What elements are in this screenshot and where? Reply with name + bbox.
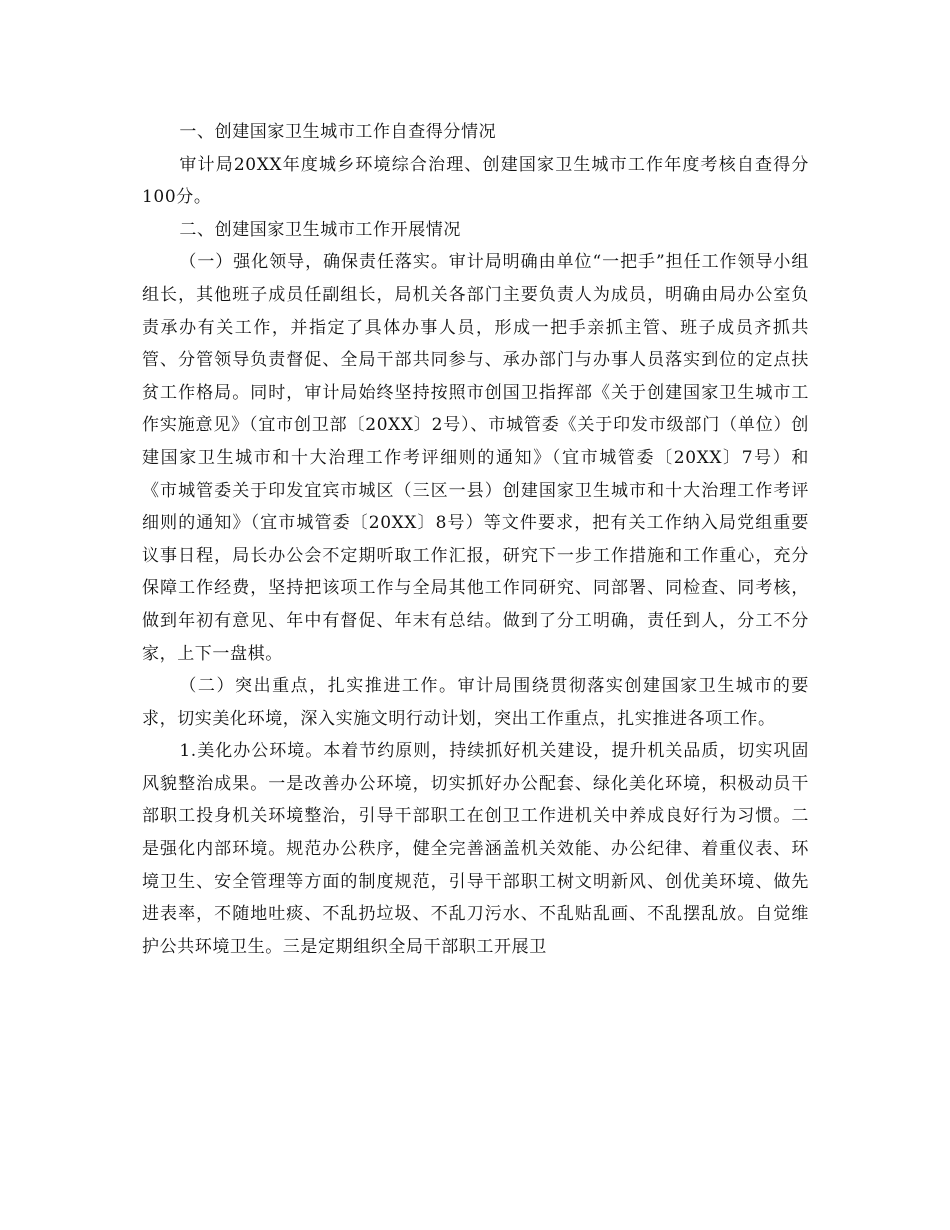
paragraph-office-environment: 1.美化办公环境。本着节约原则，持续抓好机关建设，提升机关品质，切实巩固风貌整治成果。一是改善办公环境，切实抓好办公配套、绿化美化环境，积极动员干部职工投身机关环境整治，引导干部职工在创卫工作进机关中养成良好行为习惯。二是强化内部环境。规范办公秩序，健全完善涵盖机关效能、办公纪律、着重仪表、环境卫生、安全管理等方面的制度规范，引导干部职工树文明新风、创优美环境、做先进表率，不随地吐痰、不乱扔垃圾、不乱刀污水、不乱贴乱画、不乱摆乱放。自觉维护公共环境卫生。三是定期组织全局干部职工开展卫: [142, 741, 809, 957]
section-heading-1: 一、创建国家卫生城市工作自查得分情况: [179, 122, 497, 142]
document-body: [142, 116, 809, 963]
paragraph-key-points: （二）突出重点，扎实推进工作。审计局围绕贯彻落实创建国家卫生城市的要求，切实美化环境，深入实施文明行动计划，突出工作重点，扎实推进各项工作。: [142, 676, 809, 729]
paragraph-leadership: （一）强化领导，确保责任落实。审计局明确由单位“一把手”担任工作领导小组组长，其他班子成员任副组长，局机关各部门主要负责人为成员，明确由局办公室负责承办有关工作，并指定了具体办事人员，形成一把手亲抓主管、班子成员齐抓共管、分管领导负责督促、全局干部共同参与、承办部门与办事人员落实到位的定点扶贫工作格局。同时，审计局始终坚持按照市创国卫指挥部《关于创建国家卫生城市工作实施意见》（宜市创卫部〔20XX〕2号）、市城管委《关于印发市级部门（单位）创建国家卫生城市和十大治理工作考评细则的通知》（宜市城管委〔20XX〕7号）和《市城管委关于印发宜宾市城区（三区一县）创建国家卫生城市和十大治理工作考评细则的通知》（宜市城管委〔20XX〕8号）等文件要求，把有关工作纳入局党组重要议事日程，局长办公会不定期听取工作汇报，研究下一步工作措施和工作重心，充分保障工作经费，坚持把该项工作与全局其他工作同研究、同部署、同检查、同考核，做到年初有意见、年中有督促、年末有总结。做到了分工明确，责任到人，分工不分家，上下一盘棋。: [142, 252, 809, 664]
paragraph-self-check-score: 审计局20XX年度城乡环境综合治理、创建国家卫生城市工作年度考核自查得分100分。: [142, 154, 809, 208]
section-heading-2: 二、创建国家卫生城市工作开展情况: [179, 219, 461, 240]
